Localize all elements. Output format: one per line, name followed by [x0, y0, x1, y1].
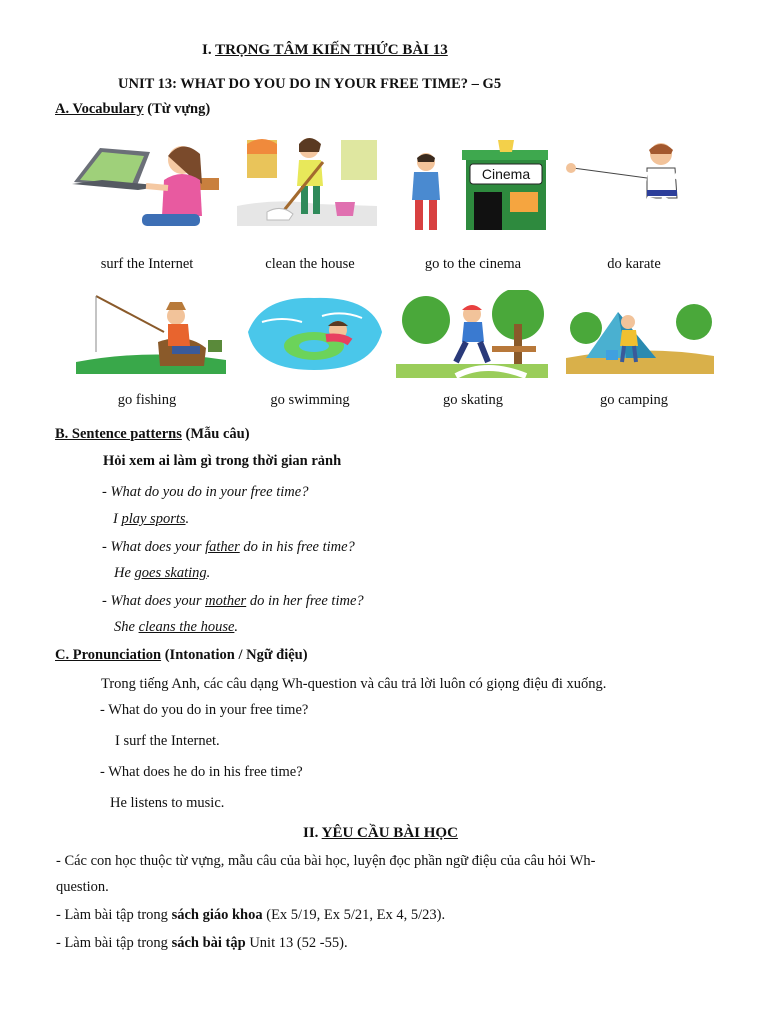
patterns-intro: Hỏi xem ai làm gì trong thời gian rảnh [103, 453, 342, 469]
pronunciation-answer-2: He listens to music. [110, 795, 225, 811]
pronunciation-heading-vi: (Intonation / Ngữ điệu) [164, 647, 308, 663]
requirements-heading [303, 825, 458, 842]
pronunciation-question-1: - What do you do in your free time? [100, 702, 309, 718]
pattern-answer-1-keyword: play sports [121, 511, 186, 527]
fishing-icon [76, 292, 226, 374]
pattern-question-2-post: do in his free time? [239, 539, 355, 555]
unit-title: UNIT 13: WHAT DO YOU DO IN YOUR FREE TIME? – G5 [118, 76, 502, 92]
pattern-answer-3-keyword: cleans the house [138, 619, 235, 635]
requirement-line-3 [56, 935, 348, 952]
pattern-question-2 [102, 539, 355, 556]
pattern-answer-3-pre: She [114, 619, 139, 635]
requirement-line-2-pre: - Làm bài tập trong [56, 907, 172, 923]
pattern-answer-3-post: . [234, 619, 239, 635]
requirement-line-2-book: sách giáo khoa [171, 907, 263, 923]
vocabulary-heading-text: A. Vocabulary [55, 101, 144, 117]
vocab-caption-do-karate: do karate [607, 256, 661, 272]
requirement-line-3-book: sách bài tập [171, 935, 246, 951]
pattern-question-3-pre: - What does your [102, 593, 206, 609]
mopping-girl-icon [237, 134, 382, 226]
requirement-line-1b: question. [56, 879, 109, 895]
section-title [202, 42, 448, 59]
requirement-line-2 [56, 907, 445, 924]
pattern-question-2-keyword: father [205, 539, 240, 555]
cinema-icon [398, 140, 548, 232]
pattern-answer-3 [114, 619, 238, 636]
patterns-heading-vi: (Mẫu câu) [185, 426, 250, 442]
pattern-question-3 [102, 593, 364, 610]
vocabulary-heading-vi: (Từ vựng) [147, 101, 211, 117]
pattern-question-3-post: do in her free time? [246, 593, 364, 609]
pattern-answer-2-post: . [206, 565, 211, 581]
cinema-sign-text: Cinema [481, 166, 531, 182]
vocab-caption-surf-internet: surf the Internet [100, 256, 194, 272]
pattern-question-2-pre: - What does your [102, 539, 206, 555]
camping-icon [566, 292, 714, 374]
pattern-answer-1 [113, 511, 189, 528]
requirements-number: II. [303, 825, 319, 841]
requirement-line-1: - Các con học thuộc từ vựng, mẫu câu của bài học, luyện đọc phần ngữ điệu của câu hỏi Wh- [56, 853, 596, 869]
patterns-heading-text: B. Sentence patterns [55, 426, 182, 442]
pattern-answer-2 [114, 565, 210, 582]
computer-girl-icon [72, 136, 222, 228]
requirement-line-3-pre: - Làm bài tập trong [56, 935, 172, 951]
requirements-heading-text: YÊU CẦU BÀI HỌC [321, 825, 458, 841]
section-title-text: TRỌNG TÂM KIẾN THỨC BÀI 13 [215, 42, 448, 58]
pattern-answer-1-pre: I [113, 511, 122, 527]
vocab-caption-go-camping: go camping [599, 392, 669, 408]
pattern-answer-2-keyword: goes skating [134, 565, 207, 581]
skating-icon [396, 290, 548, 378]
patterns-heading [55, 426, 250, 443]
vocab-caption-go-skating: go skating [442, 392, 503, 408]
pronunciation-question-2: - What does he do in his free time? [100, 764, 303, 780]
pattern-answer-2-pre: He [114, 565, 135, 581]
pronunciation-answer-1: I surf the Internet. [115, 733, 220, 749]
section-number: I. [202, 42, 212, 58]
vocabulary-heading [55, 101, 210, 118]
karate-icon [563, 138, 711, 238]
pronunciation-intro: Trong tiếng Anh, các câu dạng Wh-question và câu trả lời luôn có giọng điệu đi xuống. [101, 676, 607, 692]
vocab-caption-go-cinema: go to the cinema [424, 256, 522, 272]
vocab-caption-clean-house: clean the house [265, 256, 355, 272]
requirement-line-3-post: Unit 13 (52 -55). [245, 935, 348, 951]
swimming-icon [242, 292, 387, 374]
requirement-line-2-post: (Ex 5/19, Ex 5/21, Ex 4, 5/23). [262, 907, 446, 923]
pattern-answer-1-post: . [185, 511, 190, 527]
pronunciation-heading [55, 647, 308, 664]
pronunciation-heading-text: C. Pronunciation [55, 647, 162, 663]
vocab-caption-go-fishing: go fishing [117, 392, 177, 408]
pattern-question-3-keyword: mother [205, 593, 247, 609]
vocab-caption-go-swimming: go swimming [270, 392, 350, 408]
pattern-question-1: - What do you do in your free time? [102, 484, 309, 500]
